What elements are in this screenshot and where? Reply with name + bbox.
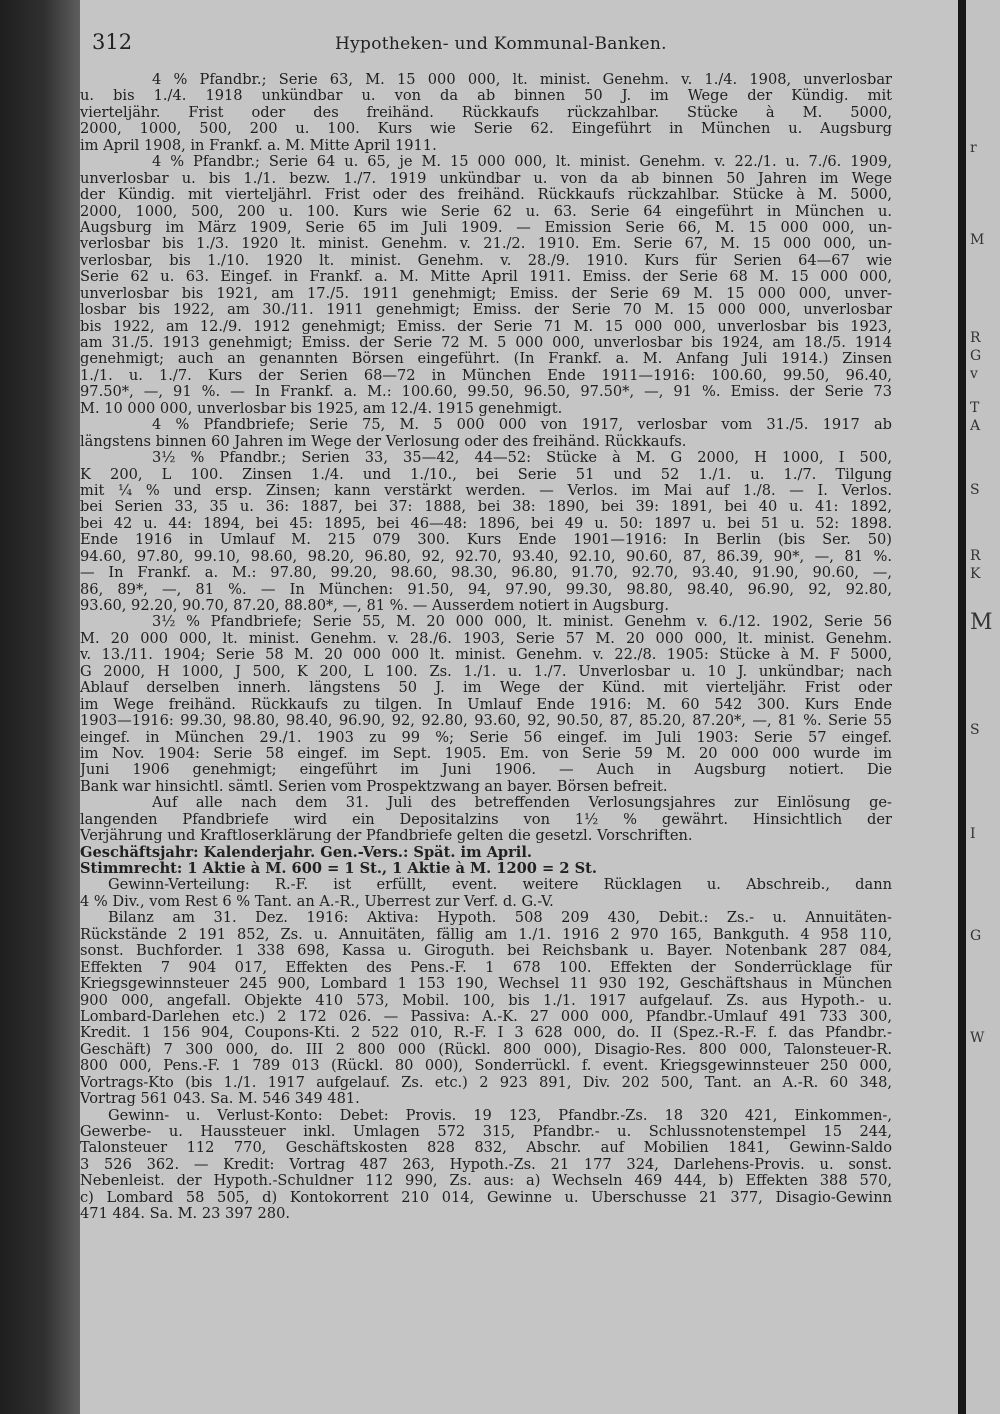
text-line: K 200, L 100. Zinsen 1./4. und 1./10., bei Serie 51 und 52 1./1. u. 1./7. Tilgung: [80, 466, 892, 483]
adjacent-page-fragment: M: [970, 610, 993, 635]
adjacent-page-fragment: G: [970, 928, 982, 944]
text-line: bei Serien 33, 35 u. 36: 1887, bei 37: 1888, bei 38: 1890, bei 39: 1891, bei 40 u. 41: 1892,: [80, 499, 892, 516]
text-line: Lombard-Darlehen etc.) 2 172 026. — Passiva: A.-K. 27 000 000, Pfandbr.-Umlauf 491 733 300,: [80, 1008, 892, 1025]
text-line: 2000, 1000, 500, 200 u. 100. Kurs wie Serie 62 u. 63. Serie 64 eingeführt in München u.: [80, 203, 892, 220]
text-line: eingef. in München 29./1. 1903 zu 99 %; Serie 56 eingef. im Juli 1903: Serie 57 eingef.: [80, 729, 892, 746]
text-line: 86, 89*, —, 81 %. — In München: 91.50, 94, 97.90, 99.30, 98.80, 98.40, 96.90, 92, 92.80,: [80, 581, 892, 598]
page-number: 312: [92, 30, 133, 54]
text-line: unverlosbar bis 1921, am 17./5. 1911 genehmigt; Emiss. der Serie 69 M. 15 000 000, unver-: [80, 285, 892, 302]
text-line: 2000, 1000, 500, 200 u. 100. Kurs wie Serie 62. Eingeführt in München u. Augsburg: [80, 121, 892, 138]
adjacent-page-fragment: W: [970, 1030, 985, 1046]
text-line: Gewerbe- u. Haussteuer inkl. Umlagen 572 315, Pfandbr.- u. Schlussnotenstempel 15 244,: [80, 1124, 892, 1140]
text-line: Rückstände 2 191 852, Zs. u. Annuitäten, fällig am 1./1. 1916 2 970 165, Bankguth. 4 958 110,: [80, 926, 892, 943]
text-line: Ende 1916 in Umlauf M. 215 079 300. Kurs Ende 1901—1916: In Berlin (bis Ser. 50): [80, 532, 892, 549]
text-line: Talonsteuer 112 770, Geschäftskosten 828 832, Abschr. auf Mobilien 1841, Gewinn-Saldo: [80, 1140, 892, 1157]
adjacent-page-fragment: K: [970, 566, 981, 582]
text-line: M. 10 000 000, unverlosbar bis 1925, am 12./4. 1915 genehmigt.: [80, 400, 563, 417]
adjacent-page-edge: [966, 0, 1000, 1414]
text-line: 94.60, 97.80, 99.10, 98.60, 98.20, 96.80, 92, 92.70, 93.40, 92.10, 90.60, 87, 86.39, 90*, —, 81 %.: [80, 548, 892, 565]
adjacent-page-fragment: I: [970, 826, 976, 842]
text-line: 900 000, angefall. Objekte 410 573, Mobil. 100, bis 1./1. 1917 aufgelauf. Zs. aus Hypoth.- u.: [80, 992, 892, 1009]
text-line: Geschäft) 7 300 000, do. III 2 800 000 (Rückl. 800 000), Disagio-Res. 800 000, Talonsteuer-R.: [80, 1041, 892, 1058]
book-gutter: [958, 0, 966, 1414]
text-line: im Nov. 1904: Serie 58 eingef. im Sept. 1905. Em. von Serie 59 M. 20 000 000 wurde im: [80, 745, 892, 762]
text-line: 3 526 362. — Kredit: Vortrag 487 263, Hypoth.-Zs. 21 177 324, Darlehens-Provis. u. sonst.: [80, 1156, 892, 1173]
text-line-stimmrecht: Stimmrecht: 1 Aktie à M. 600 = 1 St., 1 Aktie à M. 1200 = 2 St.: [80, 861, 597, 877]
text-line: G 2000, H 1000, J 500, K 200, L 100. Zs. 1./1. u. 1./7. Unverlosbar u. 10 J. unkündbar; nach: [80, 663, 892, 680]
text-line: bis 1922, am 12./9. 1912 genehmigt; Emiss. der Serie 71 M. 15 000 000, unverlosbar bis 1923,: [80, 318, 892, 335]
text-line: v. 13./11. 1904; Serie 58 M. 20 000 000 lt. minist. Genehm. v. 22./8. 1905: Stücke à M. F 5000,: [80, 647, 892, 664]
text-line: Gewinn-Verteilung: R.-F. ist erfüllt, event. weitere Rücklagen u. Abschreib., dann: [108, 877, 892, 894]
text-line: 1903—1916: 99.30, 98.80, 98.40, 96.90, 92, 92.80, 93.60, 92, 90.50, 87, 85.20, 87.20*, —, 81 %. Serie 55: [80, 713, 892, 730]
body-text: [80, 72, 892, 1223]
text-line: Kriegsgewinnsteuer 245 900, Lombard 1 153 190, Wechsel 11 930 192, Geschäftshaus in München: [80, 976, 892, 993]
text-line: u. bis 1./4. 1918 unkündbar u. von da ab binnen 50 J. im Wege der Kündig. mit: [80, 88, 892, 105]
text-line: bei 42 u. 44: 1894, bei 45: 1895, bei 46—48: 1896, bei 49 u. 50: 1897 u. bei 51 u. 52: 1898.: [80, 515, 892, 532]
scan-left-edge: [0, 0, 80, 1414]
text-line: Auf alle nach dem 31. Juli des betreffenden Verlosungsjahres zur Einlösung ge-: [152, 795, 892, 812]
text-line: 4 % Pfandbriefe; Serie 75, M. 5 000 000 von 1917, verlosbar vom 31./5. 1917 ab: [152, 417, 892, 434]
text-line: Augsburg im März 1909, Serie 65 im Juli 1909. — Emission Serie 66, M. 15 000 000, un-: [80, 219, 892, 236]
text-line: Bank war hinsichtl. sämtl. Serien vom Prospektzwang an bayer. Börsen befreit.: [80, 778, 668, 795]
text-line: Vortrags-Kto (bis 1./1. 1917 aufgelauf. Zs. etc.) 2 923 891, Div. 202 500, Tant. an A.-R. 60 348,: [80, 1074, 892, 1091]
text-line: am 31./5. 1913 genehmigt; Emiss. der Serie 72 M. 5 000 000, unverlosbar bis 1924, am 18./5. 1914: [80, 335, 892, 351]
text-line: Verjährung und Kraftloserklärung der Pfandbriefe gelten die gesetzl. Vorschriften.: [80, 828, 693, 845]
text-line: c) Lombard 58 505, d) Kontokorrent 210 014, Gewinne u. Überschusse 21 377, Disagio-Gewinn: [80, 1189, 892, 1206]
text-line: 93.60, 92.20, 90.70, 87.20, 88.80*, —, 81 %. — Ausserdem notiert in Augsburg.: [80, 598, 670, 614]
adjacent-page-fragment: R: [970, 330, 981, 346]
text-line: 97.50*, —, 91 %. — In Frankf. a. M.: 100.60, 99.50, 96.50, 97.50*, —, 91 %. Emiss. der Serie 73: [80, 384, 892, 401]
text-line: Gewinn- u. Verlust-Konto: Debet: Provis. 19 123, Pfandbr.-Zs. 18 320 421, Einkommen-,: [108, 1107, 892, 1124]
text-line: Effekten 7 904 017, Effekten des Pens.-F. 1 678 100. Effekten der Sonderrücklage für: [80, 959, 892, 976]
text-line: Juni 1906 genehmigt; eingeführt im Juni 1906. — Auch in Augsburg notiert. Die: [80, 762, 892, 779]
text-line: losbar bis 1922, am 30./11. 1911 genehmigt; Emiss. der Serie 70 M. 15 000 000, unverlosbar: [80, 302, 892, 319]
adjacent-page-fragment: M: [970, 232, 985, 248]
adjacent-page-fragment: r: [970, 140, 977, 156]
text-line: 1./1. u. 1./7. Kurs der Serien 68—72 in München Ende 1911—1916: 100.60, 99.50, 96.40,: [80, 367, 892, 384]
adjacent-page-fragment: v: [970, 366, 978, 382]
text-line: 3½ % Pfandbriefe; Serie 55, M. 20 000 000, lt. minist. Genehm v. 6./12. 1902, Serie 56: [152, 614, 892, 631]
text-line: mit ¼ % und ersp. Zinsen; kann verstärkt werden. — Verlos. im Mai auf 1./8. — I. Verlos.: [80, 482, 892, 499]
text-line: sonst. Buchforder. 1 338 698, Kassa u. Giroguth. bei Reichsbank u. Bayer. Notenbank 287 084,: [80, 943, 892, 960]
text-line: verlosbar, bis 1./10. 1920 lt. minist. Genehm. v. 28./9. 1910. Kurs für Serien 64—67 wie: [80, 252, 892, 269]
text-line: Bilanz am 31. Dez. 1916: Aktiva: Hypoth. 508 209 430, Debit.: Zs.- u. Annuitäten-: [108, 910, 892, 927]
text-line: 800 000, Pens.-F. 1 789 013 (Rückl. 80 000), Sonderrückl. f. event. Kriegsgewinnsteuer 250 000,: [80, 1058, 892, 1075]
adjacent-page-fragment: S: [970, 722, 980, 738]
text-line: im April 1908, in Frankf. a. M. Mitte April 1911.: [80, 137, 437, 154]
text-line: — In Frankf. a. M.: 97.80, 99.20, 98.60, 98.30, 96.80, 91.70, 92.70, 93.40, 91.90, 90.60, —,: [80, 565, 892, 582]
adjacent-page-fragment: S: [970, 482, 980, 498]
text-line: 471 484. Sa. M. 23 397 280.: [80, 1206, 291, 1223]
text-line: 4 % Pfandbr.; Serie 63, M. 15 000 000, lt. minist. Genehm. v. 1./4. 1908, unverlosbar: [152, 72, 892, 88]
text-line-geschaeftsjahr: Geschäftsjahr: Kalenderjahr. Gen.-Vers.: Spät. im April.: [80, 844, 532, 861]
adjacent-page-fragment: T: [970, 400, 980, 416]
adjacent-page-fragment: R: [970, 548, 981, 564]
text-line: verlosbar bis 1./3. 1920 lt. minist. Genehm. v. 21./2. 1910. Em. Serie 67, M. 15 000 000, un-: [80, 236, 892, 253]
adjacent-page-fragment: A: [970, 418, 981, 434]
text-line: M. 20 000 000, lt. minist. Genehm. v. 28./6. 1903, Serie 57 M. 20 000 000, lt. minist. Genehm.: [80, 630, 892, 647]
text-line: 3½ % Pfandbr.; Serien 33, 35—42, 44—52: Stücke à M. G 2000, H 1000, I 500,: [152, 450, 892, 467]
running-head: Hypotheken- und Kommunal-Banken.: [335, 34, 667, 54]
text-line: Nebenleist. der Hypoth.-Schuldner 112 990, Zs. aus: a) Wechseln 469 444, b) Effekten 388 570,: [80, 1173, 892, 1190]
text-line: genehmigt; auch an genannten Börsen eingeführt. (In Frankf. a. M. Anfang Juli 1914.) Zinsen: [80, 351, 892, 368]
text-line: im Wege freihänd. Rückkaufs zu tilgen. In Umlauf Ende 1916: M. 60 542 300. Kurs Ende: [80, 696, 892, 713]
text-line: Kredit. 1 156 904, Coupons-Kti. 2 522 010, R.-F. I 3 628 000, do. II (Spez.-R.-F. f. das Pfandbr.-: [80, 1025, 892, 1042]
text-line: Ablauf derselben innerh. längstens 50 J. im Wege der Künd. mit vierteljähr. Frist oder: [80, 680, 892, 697]
text-line: vierteljähr. Frist oder des freihänd. Rückkaufs rückzahlbar. Stücke à M. 5000,: [80, 104, 892, 121]
text-line: der Kündig. mit vierteljährl. Frist oder des freihänd. Rückkaufs rückzahlbar. Stücke à M. 5000,: [80, 187, 892, 204]
text-line: unverlosbar u. bis 1./1. bezw. 1./7. 1919 unkündbar u. von da ab binnen 50 Jahren im Wege: [80, 170, 892, 187]
text-line: Vortrag 561 043. Sa. M. 546 349 481.: [80, 1091, 360, 1108]
text-line: längstens binnen 60 Jahren im Wege der Verlosung oder des freihänd. Rückkaufs.: [80, 433, 687, 450]
text-line: langenden Pfandbriefe wird ein Depositalzins von 1½ % gewährt. Hinsichtlich der: [80, 811, 892, 828]
adjacent-page-fragment: G: [970, 348, 982, 364]
text-line: Serie 62 u. 63. Eingef. in Frankf. a. M. Mitte April 1911. Emiss. der Serie 68 M. 15 000 000,: [80, 269, 892, 286]
text-line: 4 % Div., vom Rest 6 % Tant. an A.-R., Überrest zur Verf. d. G.-V.: [80, 893, 554, 910]
text-line: 4 % Pfandbr.; Serie 64 u. 65, je M. 15 000 000, lt. minist. Genehm. v. 22./1. u. 7./6. 1909,: [152, 154, 892, 171]
